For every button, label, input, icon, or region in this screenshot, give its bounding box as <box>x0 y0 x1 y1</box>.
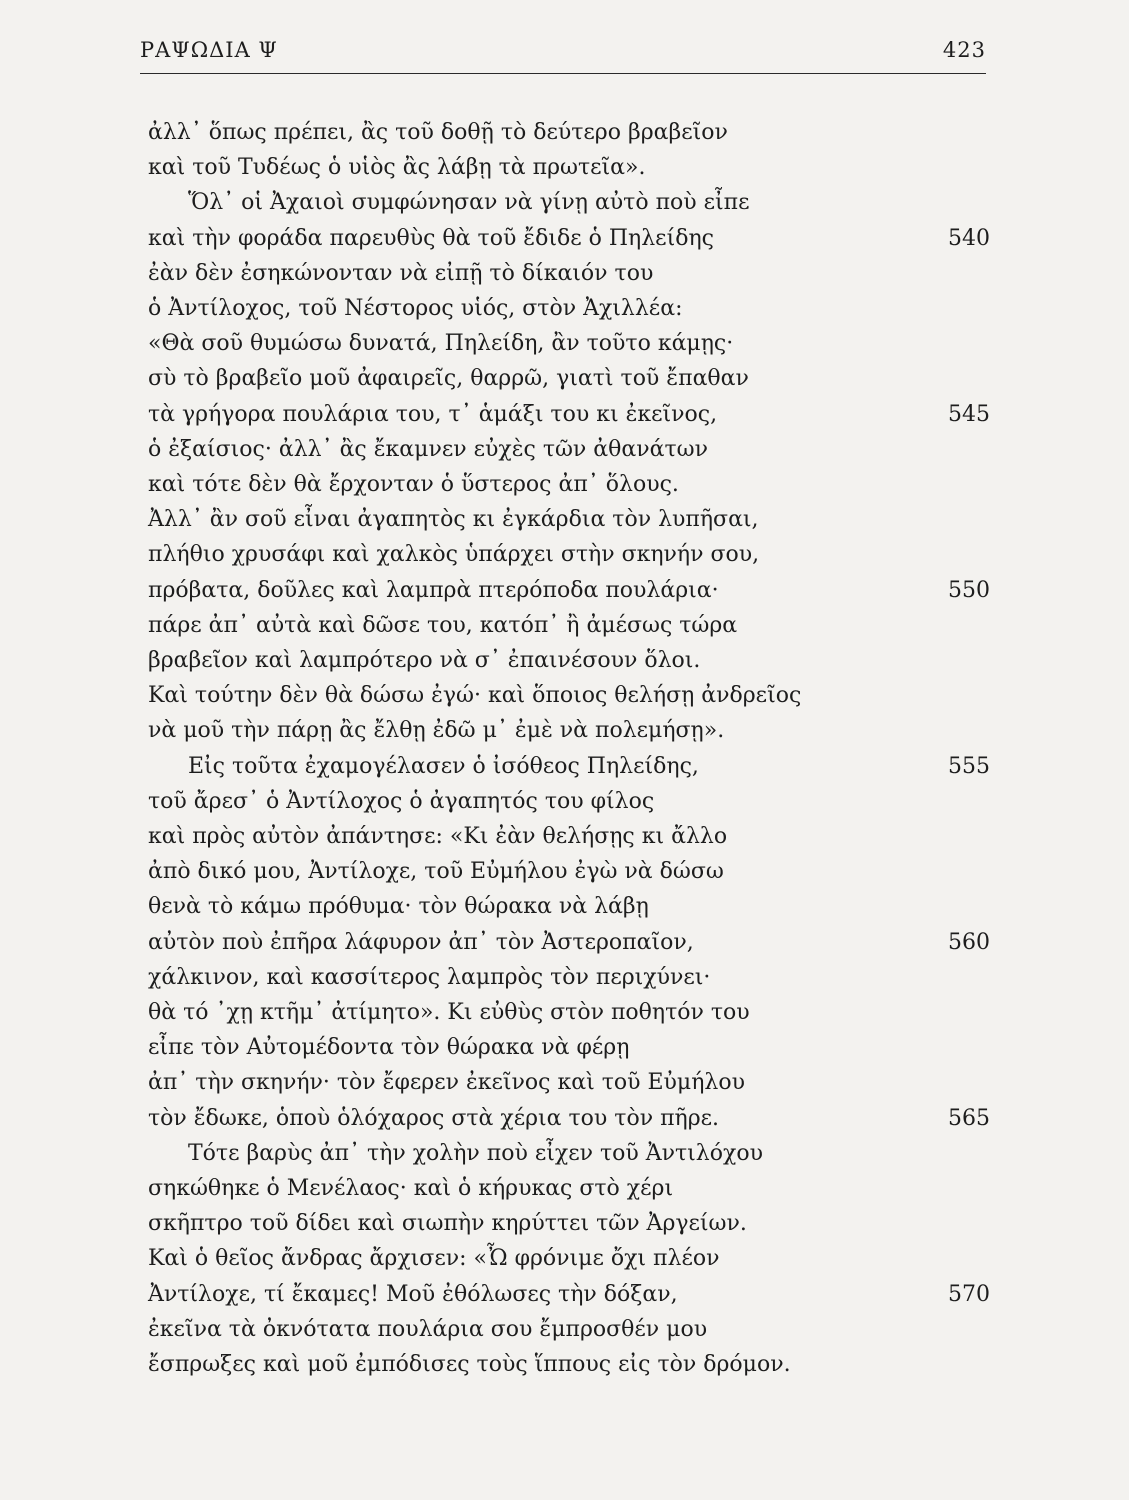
verse-text: καὶ τότε δὲν θὰ ἔρχονταν ὁ ὕστερος ἀπ᾽ ὅλους. <box>148 472 679 497</box>
verse-line <box>0 996 1129 1030</box>
verse-line <box>0 1066 1129 1100</box>
verse-text: πάρε ἀπ᾽ αὐτὰ καὶ δῶσε του, κατόπ᾽ ἢ ἀμέσως τώρα <box>148 612 738 638</box>
verse-text: Ὅλ᾽ οἱ Ἀχαιοὶ συμφώνησαν νὰ γίνῃ αὐτὸ ποὺ εἶπε <box>188 190 750 216</box>
verse-text: ἀπὸ δικό μου, Ἀντίλοχε, τοῦ Εὐμήλου ἐγὼ νὰ δώσω <box>148 859 724 885</box>
verse-text: αὐτὸν ποὺ ἐπῆρα λάφυρον ἀπ᾽ τὸν Ἀστεροπαῖον, <box>148 929 694 955</box>
verse-text: Τότε βαρὺς ἀπ᾽ τὴν χολὴν ποὺ εἶχεν τοῦ Ἀντιλόχου <box>188 1140 763 1166</box>
verse-text: εἶπε τὸν Αὐτομέδοντα τὸν θώρακα νὰ φέρῃ <box>148 1035 630 1061</box>
verse-line <box>0 468 1129 502</box>
verse-text: πρόβατα, δοῦλες καὶ λαμπρὰ πτερόποδα πουλάρια· <box>148 577 719 603</box>
verse-line <box>0 257 1129 291</box>
verse-line <box>0 714 1129 748</box>
verse-line <box>0 855 1129 889</box>
verse-line <box>0 292 1129 326</box>
verse-line <box>0 362 1129 396</box>
verse-text: ἐὰν δὲν ἐσηκώνονταν νὰ εἰπῇ τὸ δίκαιόν του <box>148 260 654 286</box>
line-number: 550 <box>948 577 990 603</box>
verse-text: θενὰ τὸ κάμω πρόθυμα· τὸν θώρακα νὰ λάβῃ <box>148 894 649 920</box>
verse-line <box>0 926 1129 960</box>
verse-line <box>0 679 1129 713</box>
line-number: 540 <box>948 225 990 251</box>
verse-line <box>0 574 1129 608</box>
verse-line <box>0 1102 1129 1136</box>
verse-text: ἔσπρωξες καὶ μοῦ ἐμπόδισες τοὺς ἵππους εἰς τὸν δρόμον. <box>148 1352 791 1377</box>
verse-line <box>0 327 1129 361</box>
verse-line <box>0 1278 1129 1312</box>
verse-text: βραβεῖον καὶ λαμπρότερο νὰ σ᾽ ἐπαινέσουν ὅλοι. <box>148 648 701 673</box>
verse-text: τὸν ἔδωκε, ὁποὺ ὁλόχαρος στὰ χέρια του τὸν πῆρε. <box>148 1105 720 1131</box>
verse-line <box>0 1242 1129 1276</box>
verse-text: Καὶ ὁ θεῖος ἄνδρας ἄρχισεν: «Ὦ φρόνιμε ὄχι πλέον <box>148 1246 720 1272</box>
verse-line <box>0 151 1129 185</box>
verse-line <box>0 1031 1129 1065</box>
verse-text: Ἀντίλοχε, τί ἔκαμες! Μοῦ ἐθόλωσες τὴν δόξαν, <box>148 1281 678 1307</box>
verse-line <box>0 785 1129 819</box>
verse-text: πλήθιο χρυσάφι καὶ χαλκὸς ὑπάρχει στὴν σκηνήν σου, <box>148 542 760 568</box>
verse-line <box>0 538 1129 572</box>
verse-line <box>0 1172 1129 1206</box>
verse-text: ἀπ᾽ τὴν σκηνήν· τὸν ἔφερεν ἐκεῖνος καὶ τοῦ Εὐμήλου <box>148 1070 745 1096</box>
verse-line <box>0 750 1129 784</box>
verse-line <box>0 961 1129 995</box>
verse-text: τοῦ ἄρεσ᾽ ὁ Ἀντίλοχος ὁ ἀγαπητός του φίλος <box>148 788 655 814</box>
verse-text: «Θὰ σοῦ θυμώσω δυνατά, Πηλείδη, ἂν τοῦτο κάμῃς· <box>148 331 734 357</box>
verse-line <box>0 1313 1129 1347</box>
verse-text: σκῆπτρο τοῦ δίδει καὶ σιωπὴν κηρύττει τῶν Ἀργείων. <box>148 1211 747 1237</box>
verse-text: ἐκεῖνα τὰ ὀκνότατα πουλάρια σου ἔμπροσθέν μου <box>148 1316 708 1342</box>
verse-text: νὰ μοῦ τὴν πάρῃ ἂς ἔλθῃ ἐδῶ μ᾽ ἐμὲ νὰ πολεμήσῃ». <box>148 718 725 744</box>
verse-line <box>0 186 1129 220</box>
verse-line <box>0 1207 1129 1241</box>
verse-text: Καὶ τούτην δὲν θὰ δώσω ἐγώ· καὶ ὅποιος θελήσῃ ἀνδρεῖος <box>148 683 802 709</box>
verse-line <box>0 116 1129 150</box>
verse-text: χάλκινον, καὶ κασσίτερος λαμπρὸς τὸν περιχύνει· <box>148 964 711 990</box>
verse-text: ἀλλ᾽ ὅπως πρέπει, ἂς τοῦ δοθῇ τὸ δεύτερο βραβεῖον <box>148 120 728 145</box>
verse-text: Ἀλλ᾽ ἂν σοῦ εἶναι ἀγαπητὸς κι ἐγκάρδια τὸν λυπῆσαι, <box>148 507 759 533</box>
verse-line <box>0 1348 1129 1382</box>
verse-text: τὰ γρήγορα πουλάρια του, τ᾽ ἁμάξι του κι ἐκεῖνος, <box>148 401 718 427</box>
line-number: 555 <box>948 753 990 779</box>
verse-line <box>0 890 1129 924</box>
verse-text: καὶ πρὸς αὐτὸν ἀπάντησε: «Κι ἐὰν θελήσῃς κι ἄλλο <box>148 824 728 849</box>
line-number: 545 <box>948 401 990 427</box>
verse-line <box>0 1137 1129 1171</box>
verse-line <box>0 644 1129 678</box>
verse-text: σηκώθηκε ὁ Μενέλαος· καὶ ὁ κήρυκας στὸ χέρι <box>148 1176 674 1201</box>
page-number: 423 <box>942 38 986 62</box>
verse-text: ὁ ἐξαίσιος· ἀλλ᾽ ἂς ἔκαμνεν εὐχὲς τῶν ἀθανάτων <box>148 436 708 462</box>
verse-text: σὺ τὸ βραβεῖο μοῦ ἀφαιρεῖς, θαρρῶ, γιατὶ τοῦ ἔπαθαν <box>148 366 749 392</box>
verse-text: θὰ τό ᾽χῃ κτῆμ᾽ ἀτίμητο». Κι εὐθὺς στὸν ποθητόν του <box>148 1000 750 1025</box>
verse-line <box>0 503 1129 537</box>
verse-line <box>0 222 1129 256</box>
verse-line <box>0 398 1129 432</box>
line-number: 570 <box>948 1281 990 1307</box>
line-number: 560 <box>948 929 990 955</box>
verse-line <box>0 609 1129 643</box>
verse-line <box>0 433 1129 467</box>
verse-line <box>0 820 1129 854</box>
verse-text: καὶ τὴν φοράδα παρευθὺς θὰ τοῦ ἔδιδε ὁ Πηλείδης <box>148 225 714 251</box>
chapter-title: ΡΑΨΩΔΙΑ Ψ <box>140 38 278 62</box>
verse-text: ὁ Ἀντίλοχος, τοῦ Νέστορος υἱός, στὸν Ἀχιλλέα: <box>148 296 683 321</box>
line-number: 565 <box>948 1105 990 1131</box>
verse-text: καὶ τοῦ Τυδέως ὁ υἱὸς ἂς λάβῃ τὰ πρωτεῖα». <box>148 155 646 181</box>
verse-text: Εἰς τοῦτα ἐχαμογέλασεν ὁ ἰσόθεος Πηλείδης, <box>188 753 699 779</box>
